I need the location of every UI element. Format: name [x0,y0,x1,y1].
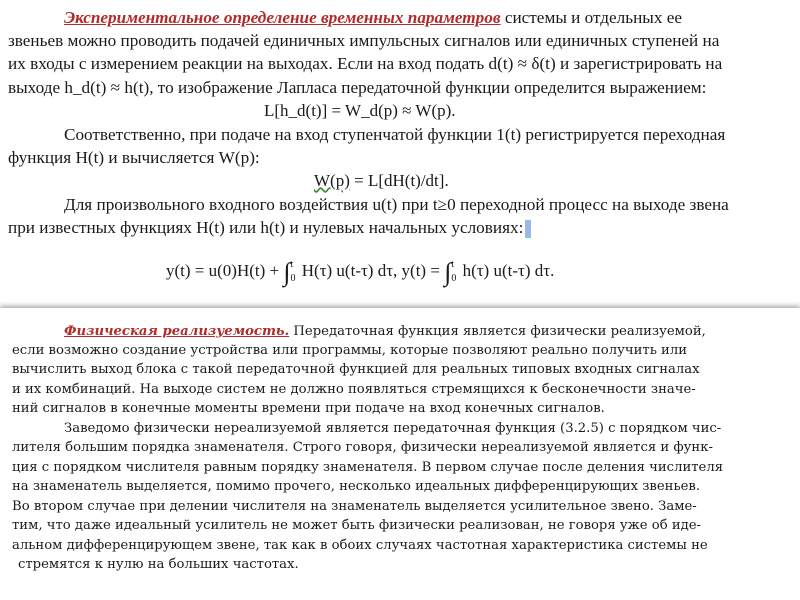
conv-left: y(t) = u(0)H(t) + [166,260,284,280]
bottom-line-1-text: Передаточная функция является физически реализуемой, [289,324,706,339]
top-line-8 [8,216,531,240]
bottom-text-block [0,308,800,600]
bottom-line-12: альном дифференцирующем звене, так как в обоих случаях частотная характеристика системы не [12,538,708,553]
formula-laplace: L[h_d(t)] = W_d(p) ≈ W(p). [264,101,456,120]
top-line-6: функция H(t) и вычисляется W(p): [8,148,260,167]
int-upper: t [451,259,455,270]
bottom-line-5: ний сигналов в конечные моменты времени при подаче на вход конечных сигналов. [12,401,605,416]
text-selection-caret [525,220,531,238]
bottom-line-9: на знаменатель выделяется, помимо прочего, несколько идеальных дифференцирующих звеньев. [12,479,701,494]
top-line-7: Для произвольного входного воздействия u(t) при t≥0 переходной процесс на выходе звена [64,195,729,214]
integral-limits [451,258,456,286]
top-heading: Экспериментальное определение временных параметров [64,8,501,27]
bottom-line-3: вычислить выход блока с такой передаточной функцией для реальных типовых входных сигналах [12,362,700,377]
bottom-line-4: и их комбинаций. На выходе систем не должно появляться стремящихся к бесконечности значе- [12,382,696,397]
bottom-line-10: Во втором случае при делении числителя на знаменатель выделяется усилительное звено. Заме- [12,499,697,514]
bottom-line-6: Заведомо физически нереализуемой является передаточная функция (3.2.5) с порядком чис- [64,421,722,436]
formula-wp-left: W(p) [314,171,350,190]
integral-limits [291,258,296,286]
int-upper: t [290,259,294,270]
top-line-1 [64,6,682,30]
bottom-line-13: стремятся к нулю на больших частотах. [18,557,299,572]
integral-icon: ∫ [444,257,452,287]
bottom-line-8: ция с порядком числителя равным порядку знаменателя. В первом случае после деления числителя [12,460,724,475]
top-text-block [6,6,794,306]
int-lower: 0 [290,273,296,284]
formula-wp-right: = L[dH(t)/dt]. [349,171,449,190]
int-lower: 0 [451,273,457,284]
bottom-line-2: если возможно создание устройства или программы, которые позволяют реально получить или [12,343,688,358]
top-line-2: звеньев можно проводить подачей единичных импульсных сигналов или единичных ступеней на [8,31,720,50]
conv-right: h(τ) u(t-τ) dτ. [458,260,555,280]
bottom-line-7: лителя большим порядка знаменателя. Строго говоря, физически нереализуемой является и функ- [12,440,713,455]
formula-wp [314,169,449,193]
top-line-3: их входы с измерением реакции на выходах. Если на вход подать d(t) ≈ δ(t) и зарегистрировать на [8,54,723,73]
bottom-line-11: тим, что даже идеальный усилитель не может быть физически реализован, не говоря уже об иде- [12,518,702,533]
formula-convolution [166,258,554,286]
top-line-1-text: системы и отдельных ее [500,8,682,27]
top-line-4: выходе h_d(t) ≈ h(t), то изображение Лапласа передаточной функции определится выражением: [8,78,707,97]
top-line-8-text: при известных функциях H(t) или h(t) и нулевых начальных условиях: [8,218,524,237]
conv-mid: H(τ) u(t-τ) dτ, y(t) = [297,260,445,280]
top-line-5: Соответственно, при подаче на вход ступенчатой функции 1(t) регистрируется переходная [64,125,726,144]
bottom-line-1 [64,322,706,342]
integral-icon: ∫ [283,257,291,287]
bottom-heading: Физическая реализуемость. [64,324,290,339]
